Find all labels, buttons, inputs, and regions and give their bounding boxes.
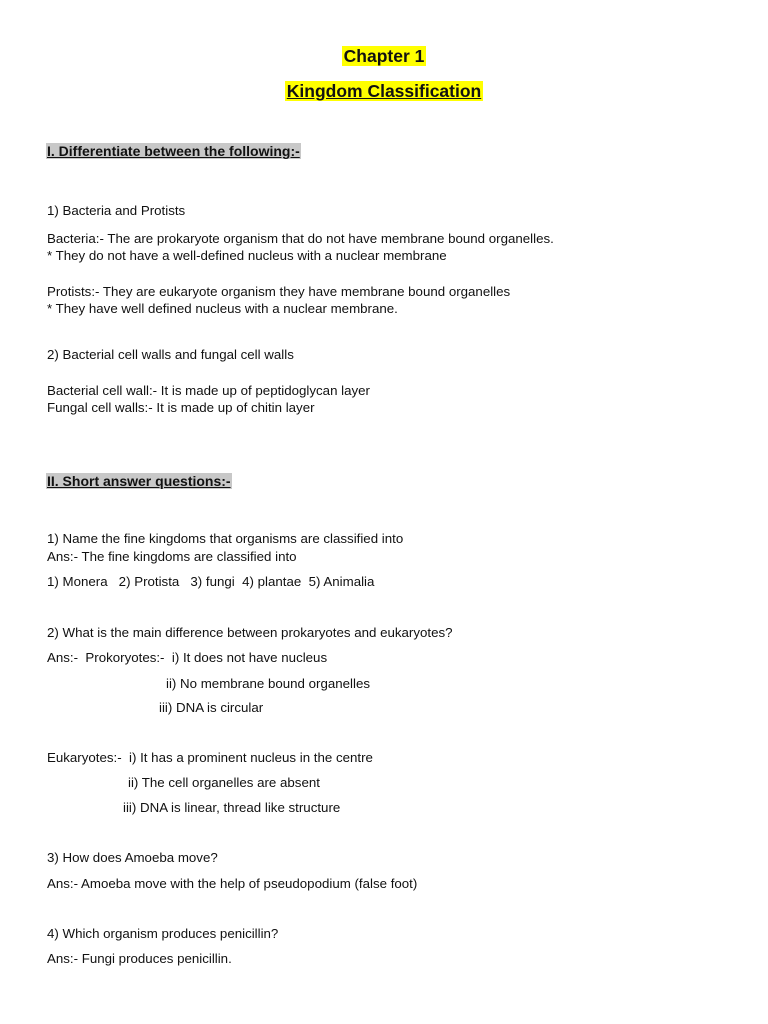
question-pro-vs-eu: 2) What is the main difference between prokaryotes and eukaryotes? — [47, 625, 453, 640]
page-title-text: Kingdom Classification — [286, 81, 482, 101]
answer-bacterial-wall: Bacterial cell wall:- It is made up of peptidoglycan layer — [47, 383, 370, 398]
answer-eukaryotes-1: Eukaryotes:- i) It has a prominent nucleus in the centre — [47, 750, 373, 765]
answer-prokaryotes-1: Ans:- Prokoryotes:- i) It does not have nucleus — [47, 650, 328, 665]
question-five-kingdoms: 1) Name the fine kingdoms that organisms are classified into — [47, 531, 404, 546]
answer-prokaryotes-2: ii) No membrane bound organelles — [166, 676, 370, 691]
answer-protists-line-2: * They have well defined nucleus with a nuclear membrane. — [47, 301, 398, 316]
answer-five-kingdoms-list: 1) Monera 2) Protista 3) fungi 4) plantae 5) Animalia — [47, 574, 375, 589]
answer-eukaryotes-3: iii) DNA is linear, thread like structure — [123, 800, 341, 815]
chapter-heading-text: Chapter 1 — [343, 46, 425, 66]
question-cell-walls: 2) Bacterial cell walls and fungal cell walls — [47, 347, 294, 362]
answer-prokaryotes-3: iii) DNA is circular — [159, 700, 264, 715]
chapter-heading — [0, 45, 768, 67]
answer-fungal-wall: Fungal cell walls:- It is made up of chitin layer — [47, 400, 315, 415]
section-1-heading-text: I. Differentiate between the following:- — [47, 143, 300, 159]
answer-penicillin: Ans:- Fungi produces penicillin. — [47, 951, 232, 966]
section-2-heading-text: II. Short answer questions:- — [47, 473, 231, 489]
question-bacteria-protists: 1) Bacteria and Protists — [47, 203, 186, 218]
question-penicillin: 4) Which organism produces penicillin? — [47, 926, 279, 941]
section-2-heading — [46, 472, 232, 490]
answer-amoeba: Ans:- Amoeba move with the help of pseudopodium (false foot) — [47, 876, 418, 891]
answer-five-kingdoms: Ans:- The fine kingdoms are classified into — [47, 549, 297, 564]
question-amoeba: 3) How does Amoeba move? — [47, 850, 218, 865]
section-1-heading — [46, 142, 301, 160]
answer-eukaryotes-2: ii) The cell organelles are absent — [128, 775, 320, 790]
answer-protists-line-1: Protists:- They are eukaryote organism they have membrane bound organelles — [47, 284, 511, 299]
answer-bacteria-line-1: Bacteria:- The are prokaryote organism that do not have membrane bound organelles. — [47, 231, 554, 246]
page-title — [0, 80, 768, 102]
answer-bacteria-line-2: * They do not have a well-defined nucleus with a nuclear membrane — [47, 248, 447, 263]
